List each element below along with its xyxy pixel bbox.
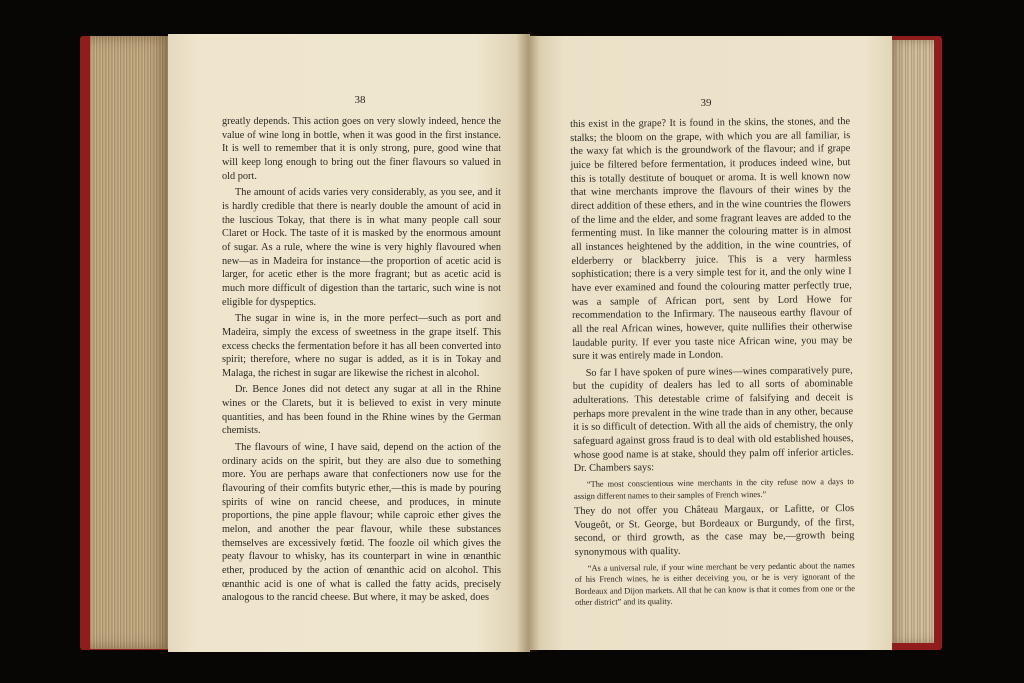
block-quote: “As a universal rule, if your wine merchant be very pedantic about the names of his French wines, he is either deceiving you, or he is very ignorant of the Bordeaux and Dijon markets. All that he can know is that it comes from one or the other district” and its quality. [574, 560, 855, 608]
page-number-right: 39 [700, 97, 712, 109]
book-gutter [516, 34, 540, 652]
left-page-text [222, 115, 501, 608]
left-paragraph: The sugar in wine is, in the more perfect—such as port and Madeira, simply the excess of sweetness in the grape itself. This excess checks the fermentation before it has all been converted into spirit; therefore, where no sugar is added, as it is in Tokay and Malaga, the richest in sugar are likewise the richest in alcohol. [222, 313, 501, 379]
page-number-left: 38 [354, 94, 366, 106]
right-paragraph: this exist in the grape? It is found in the skins, the stones, and the stalks; the bloom on the grape, with which you are all familiar, is the waxy fat which is the groundwork of the flavour; and if grape juice be filtered before fermentation, it produces indeed wine, but this is totally destitute of bouquet or aroma. It is well known now that wine merchants improve the flavours of their wines by the direct addition of these ethers, and in the wine countries the flowers of the lime and the elder, and some fragrant leaves are added to the fermenting must. In like manner the colouring matter is in almost all instances heightened by the addition, in the wine countries, of elderberry or blackberry juice. This is a very harmless sophistication; there is a very simple test for it, and the only wine I have ever examined and found the colouring matter perfectly true, was a sample of African port, sent by Lord Howe for recommendation to the Infirmary. The nauseous earthy flavour of all the real African wines, however, quite nullifies their otherwise laudable purity. If ever you taste nice African wine, you may be sure it was entirely made in London. [570, 116, 853, 363]
left-page [168, 34, 530, 652]
left-page-edges [90, 36, 172, 649]
left-paragraph: greatly depends. This action goes on very slowly indeed, hence the value of wine long in bottle, when it was good in the first instance. It is well to remember that it is only strong, pure, good wine that will keep long enough to bring out the finer flavours so valued in old port. [222, 116, 501, 182]
right-page-text [570, 115, 855, 612]
left-paragraph: The amount of acids varies very considerably, as you see, and it is hardly credible that there is nearly double the amount of acid in the luscious Tokay, that there is in what many people call sour Claret or Hock. The taste of it is masked by the enormous amount of sugar. As a rule, where the wine is very highly flavoured when new—as in Madeira for instance—the proportion of acetic acid is larger, for acetic ether is the more fragrant; but as acetic acid is much more difficult of digestion than the tartaric, such wine is not eligible for dyspeptics. [222, 187, 501, 308]
block-quote: “The most conscientious wine merchants in the city refuse now a days to assign different names to their samples of French wines.” [573, 477, 854, 501]
right-paragraph: They do not offer you Château Margaux, or Lafitte, or Clos Vougeôt, or St. George, but Bordeaux or Burgundy, of the first, second, or third growth, as the case may be,—growth being synonymous with quality. [574, 503, 855, 559]
left-paragraph: The flavours of wine, I have said, depend on the action of the ordinary acids on the spirit, but they are also due to something more. You are perhaps aware that confectioners now use for the flavouring of their comfits butyric ether,—this is made by pouring spirits of wine on rancid cheese, and produces, in minute proportions, the pine apple flavour; while caproic ether gives the melon, and another the pear flavour, while these substances themselves are excessively fœtid. The foozle oil which gives the peaty flavour to whisky, has its counterpart in wine in œnanthic ether, produced by the action of œnanthic acid on alcohol. This œnanthic acid is one of what is called the fatty acids, precisely analogous to the rancid cheese. But where, it may be asked, does [222, 442, 501, 604]
left-paragraph: Dr. Bence Jones did not detect any sugar at all in the Rhine wines or the Clarets, but it is believed to exist in very minute quantities, and has been found in the Rhine wines by the German chemists. [222, 384, 501, 437]
right-page [528, 36, 892, 650]
right-page-edges [888, 40, 934, 643]
right-paragraph: So far I have spoken of pure wines—wines comparatively pure, but the cupidity of dealers has led to all sorts of abominable adulterations. This detestable crime of falsifying and deceit is perhaps more prevalent in the wine trade than in any other, because it is so difficult of detection. With all the aids of chemistry, the only safeguard against gross fraud is to deal with old established houses, whose good name is at stake, should they palm off inferior articles. Dr. Chambers says: [572, 364, 854, 475]
